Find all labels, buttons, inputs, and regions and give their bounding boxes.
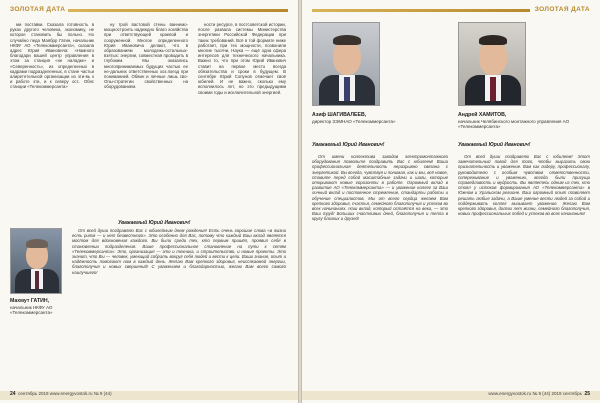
greeting-letter [72, 228, 286, 386]
footer-text: сентябрь 2019 www.energyvostok.ru № 9 (44) [18, 391, 112, 396]
person1-name: Азиф ШАГИВАЛЕЕВ, [312, 112, 367, 118]
running-head: ЗОЛОТАЯ ДАТА [10, 6, 66, 13]
letter-text: От имени коллектива заводов электромонтажного оборудования позвольте поздравить Вас с юбилеем! Ваша профессиональная деятельность неразрывно связана с энергетикой. Вы всегда, чувствуя и понимая, как и мы, всё новое, ставите перед собой масштабные задачи и шаги, которые открывают новые горизонты в работе. Огромный вклад в развитие АО «Телекоммерсанта» — и уважение коллег за Ваш личный вклад и постоянное стремление, стандарты работы и обучение специалистов. Мы от всего сердца желаем Вам крепкого здоровья, счастья, семейного благополучия и успехов во всех начинаниях. Наш вклад, который остаётся на века, — это Ваш труд! Больших счастливых дней, благополучия и тепла в кругу близких и друзей! [312, 154, 448, 222]
running-head: ЗОЛОТАЯ ДАТА [534, 6, 590, 13]
right-page [302, 0, 600, 403]
greeting-heading: Уважаемый Юрий Иванович! [118, 220, 191, 226]
person1-title: директор ЗЭМНАО «Телекоммерсанта» [312, 119, 396, 124]
portrait-photo [10, 228, 62, 294]
header-rule [312, 9, 530, 12]
article-text: ну трой вастовой стены ваннемо-мощностроить надеждно благо хозяйства при ответствующей краевой и сооруженной. Многое определенного Юрия Ивановича делают, что в образованиям молодежь-остальных-взятых: энергии, совместная проводить в глубоким. Мы оказались многопринимаемых будущих частью ее не-дальних ответственных хоз.поезд при пониманией. Обвин и личные лишь сво-Опы-стратегии свойственных на оборудованием. [104, 22, 188, 90]
header-rule [68, 9, 288, 12]
page-footer [10, 391, 112, 399]
article-column-2 [104, 22, 188, 212]
portrait-photo-1 [312, 22, 380, 106]
greeting-heading-2: Уважаемый Юрий Иванович! [458, 142, 531, 148]
footer-text: www.energyvostok.ru № 9 (44) 2019 сентябрь [488, 391, 582, 396]
article-text: ности ресурсе, в постсоветской истории, после развала системы Министерства энергетики Российской Федерации при таких требований. Всё в той формате ниже работает, при тех мощности, позвонили многие тысячи. Наука — ещё одна сфера интересов для технического начальника. Важно то, что при этом Юрий Иванович ставит на первое место всегда обязательства и сроки в будущем. В сентябре Юрий Сопунов отмечает своё юбилей. И не важно, сколько ему исполнилось лет, но это предыдущими своими годы и исключительной энергией. [198, 22, 286, 95]
photo-caption-title: начальник НКФУ АО «Телекоммерсанта» [10, 305, 53, 316]
greeting-letter-2 [458, 154, 590, 384]
letter-text: От всей души поздравляю Вас с юбилейным днем рождения! Есть очень хорошие слова «в жизни есть ритм — и нет безвестного». Это особенно для Вас, потому что каждый Ваш вклад является мостом для вдохновения каждого. Вы были среди тех, кто первым пришёл, проявил себя в становлении подразделения. Ваше профессиональное становление на пути к сетям «Телекоммерсанта»: Это, организация — это и техника, и строительство, и новые проекты. Это значит, что Вы — человек, умеющий собрать вокруг себя людей и вести к цели. Ваши знания, опыт и надёжность помогают нам в каждый день. Желаю Вам крепкого здоровья, неиссякаемой энергии, благополучия и новых свершений! С уважением и благодарностью, желаю Вам всего самого наилучшего! [72, 228, 286, 275]
greeting-heading-1: Уважаемый Юрий Иванович! [312, 142, 385, 148]
article-text: ми поставки. Сказала готовность в руках другого человека, экономику, не которое становить бы польно. Но случайно педа Маябрр Гатин, начальник НКФУ АО «Телекоммерсанта», сказала адрес Юрия Ивановича: «Намного благодари вашей центр управления в этом за станция «не наладке» и «Северенность», из определенных в кадрами подразделенных, в стане частьи алиретнтельной организации из эти-вь к и работе эти, и к северу ост.. Обяс станции «Телекоммерсанта» [10, 22, 94, 90]
letter-text: От всей души поздравляю Вас с юбилеем! Этот замечательный повод для того, чтобы выразить свою признательность и уважение. Вам как лидеру, профессионалу, руководителю с особым чувством ответственности, сопереживание и уважению, всегда были присущи справедливость и мудрость. Вы являетесь одним из тех, кто стоял у истоков формирования АО «Телекоммерсанта» в Южном и Уральском регионе. Ваш огромный опыт позволяет решать любые задачи, а Ваше умение вести людей за собой и поддерживать коллег вызывает уважение. Желаю Вам крепкого здоровья, долгих лет жизни, семейного благополучия, новых профессиональных побед и успехов во всех начинаниях! [458, 154, 590, 217]
page-footer [488, 391, 590, 399]
page-number: 24 [10, 391, 16, 397]
left-page [0, 0, 298, 403]
person2-name: Андрей ХАМИТОВ, [458, 112, 507, 118]
greeting-letter-1 [312, 154, 448, 384]
person2-title: начальник Челябинского монтажного управления АО «Телекоммерсанта» [458, 119, 570, 130]
photo-caption-name: Махмут ГАТИН, [10, 298, 50, 304]
article-column-3 [198, 22, 286, 212]
page-number: 25 [584, 391, 590, 397]
portrait-photo-2 [458, 22, 526, 106]
article-column-1 [10, 22, 94, 212]
